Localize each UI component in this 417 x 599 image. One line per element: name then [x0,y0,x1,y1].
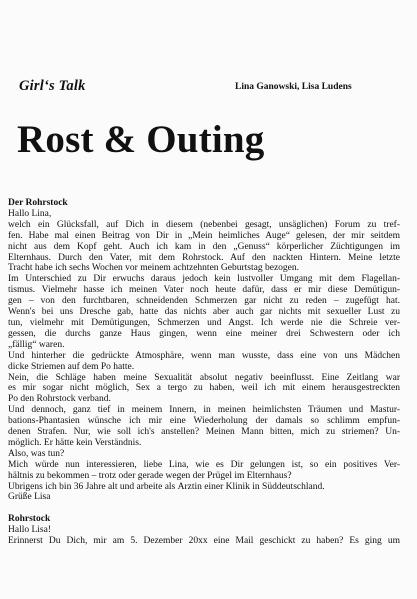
text-line: hältnis zu bekommen – trotz oder gerade wegen der Prügel im Elternhaus? [8,470,292,481]
text-line: Grüße Lisa [8,492,51,503]
text-line: Nein, die Schläge haben meine Sexualität absolut negativ beeinflusst. Eine Zeitlang war [8,372,400,383]
article-title: Rost & Outing [17,118,265,161]
text-line: möglich. Er hätte kein Verständnis. [8,437,142,448]
text-line: tismus. Vielmehr hasse ich meinen Vater noch heute dafür, dass er mir diese Demütigun- [8,285,400,296]
text-line: welch ein Glücksfall, auf Dich in diesem (nebenbei gesagt, unsäglichen) Forum zu tref- [8,219,400,230]
text-line: Hallo Lisa! [8,525,52,536]
text-line: Im Unterschied zu Dir erwuchs daraus jedoch kein lustvoller Umgang mit dem Flagellan- [8,274,400,285]
text-line: Wenn's bei uns Dresche gab, hatte das nichts aber auch gar nichts mit sexueller Lust zu [8,307,400,318]
letter-1-text [8,209,400,503]
letter-heading: Der Rohrstock [8,198,68,208]
letter-heading: Rohrstock [8,514,51,525]
text-line: Mich würde nun interessieren, liebe Lina, wie es Dir gelungen ist, so ein positives Ver- [8,459,400,470]
text-line: Also, was tun? [8,448,65,459]
text-line: Übrigens ich bin 36 Jahre alt und arbeite als Ärztin einer Klinik in Süddeutschland. [8,481,325,492]
text-line: es mir sogar nicht möglich, Sex a tergo zu haben, weil ich mit einem herausgestreckten [8,383,400,394]
article-body [8,198,400,547]
text-line: nicht aus dem Kopf geht. Auch ich kam in den „Genuss“ körperlicher Züchtigungen im [8,241,400,252]
text-line: Erinnerst Du Dich, mir am 5. Dezember 20xx eine Mail geschickt zu haben? Es ging um [8,536,400,547]
paragraph-gap [8,503,400,514]
text-line: denen Strafen. Nur, wie soll ich's anstellen? Meinen Mann bitten, mich zu striemen? Un- [8,427,400,438]
text-line: „fällig“ waren. [8,339,65,350]
text-line: gessen, die durchs ganze Haus gingen, wenn eine meiner drei Schwestern oder ich [8,328,400,339]
page-header [0,76,417,104]
text-line: Und hinterher die gedrückte Atmosphäre, wenn man wusste, dass eine von uns Mädchen [8,350,400,361]
text-line: Elternhaus. Durch den Vater, mit dem Rohrstock. Auf den nackten Hintern. Meine letzte [8,252,400,263]
text-line: Po den Rohrstock verband. [8,394,111,405]
text-line: Tracht habe ich sechs Wochen vor meinem achtzehnten Geburtstag bezogen. [8,263,299,274]
text-line: dicke Striemen auf dem Po hatte. [8,361,135,372]
text-line: fen. Habe mal einen Beitrag von Dir in „Mein heimliches Auge“ gelesen, der mir seitdem [8,230,400,241]
text-line: Hallo Lina, [8,208,52,219]
text-line: bations-Phantasien wünsche ich mir eine Wiederholung der damals so schlimm empfun- [8,416,400,427]
section-label: Girl‘s Talk [19,78,86,94]
author-line: Lina Ganowski, Lisa Ludens [235,82,352,92]
text-line: Und dennoch, ganz tief in meinem Innern, in meinen heimlichsten Träumen und Mastur- [8,405,400,416]
text-line: gen – von den furchtbaren, schneidenden Schmerzen gar nicht zu reden – zugefügt hat. [8,296,400,307]
letter-2-text [8,525,400,547]
text-line: tun, vielmehr mit Demütigungen, Schmerzen und Angst. Ich werde nie die Schreie ver- [8,317,400,328]
